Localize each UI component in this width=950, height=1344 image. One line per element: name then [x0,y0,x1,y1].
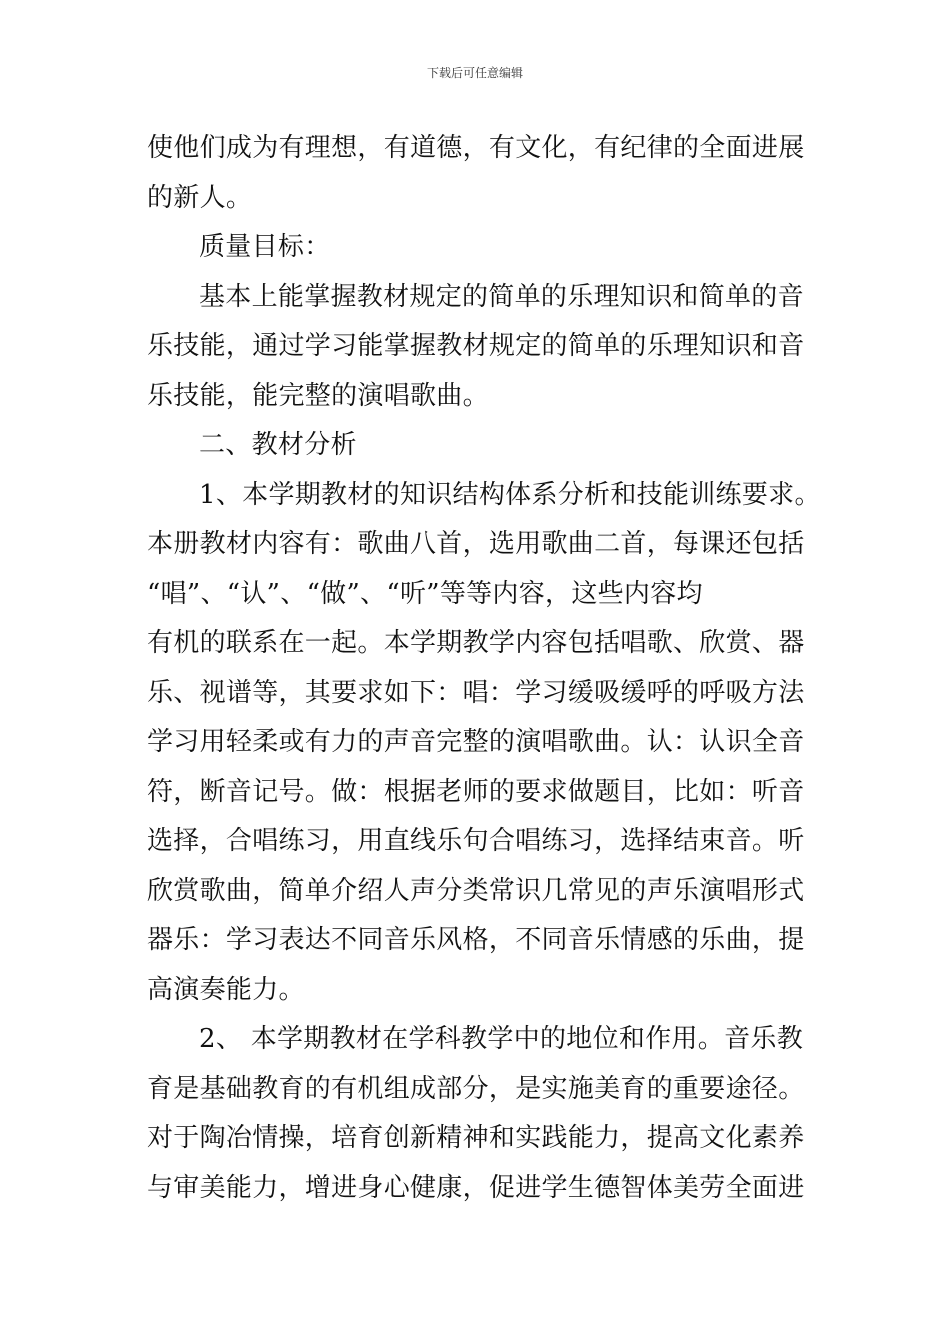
text-line: 的新人。 [147,182,253,213]
text-line: 高演奏能力。 [147,974,305,1005]
section-heading: 二、教材分析 [199,430,357,460]
text-line: 符，断音记号。做：根据老师的要求做题目，比如：听音 [147,776,805,807]
text-line: 质量目标： [199,232,331,262]
text-line: 2、 本学期教材在学科教学中的地位和作用。音乐教 [199,1024,804,1054]
page-header [0,64,950,82]
header-note: 下载后可任意编辑 [426,66,523,80]
text-line: 与审美能力，增进身心健康，促进学生德智体美劳全面进 [147,1172,805,1203]
text-line: 选择，合唱练习，用直线乐句合唱练习，选择结束音。听 [147,826,805,856]
text-line: 器乐：学习表达不同音乐风格，不同音乐情感的乐曲，提 [147,925,805,955]
text-line: 使他们成为有理想，有道德，有文化，有纪律的全面进展 [147,133,805,163]
text-line: 乐技能，通过学习能掌握教材规定的简单的乐理知识和音 [147,331,805,361]
text-line: 基本上能掌握教材规定的简单的乐理知识和简单的音 [199,281,804,312]
text-line: 欣赏歌曲，简单介绍人声分类常识几常见的声乐演唱形式 [147,875,805,906]
text-line: 乐、视谱等，其要求如下：唱：学习缓吸缓呼的呼吸方法 [147,677,805,708]
text-line: 有机的联系在一起。本学期教学内容包括唱歌、欣赏、器 [147,628,805,658]
text-line: 学习用轻柔或有力的声音完整的演唱歌曲。认：认识全音 [147,727,805,757]
text-line: “唱”、“认”、“做”、“听”等等内容，这些内容均 [147,578,703,609]
text-line: 本册教材内容有：歌曲八首，选用歌曲二首，每课还包括 [147,529,805,559]
text-line: 乐技能，能完整的演唱歌曲。 [147,380,489,411]
text-line: 育是基础教育的有机组成部分，是实施美育的重要途径。 [147,1073,805,1104]
text-line: 对于陶冶情操，培育创新精神和实践能力，提高文化素养 [147,1123,805,1153]
document-body [147,124,821,1213]
text-line: 1、本学期教材的知识结构体系分析和技能训练要求。 [199,479,821,510]
